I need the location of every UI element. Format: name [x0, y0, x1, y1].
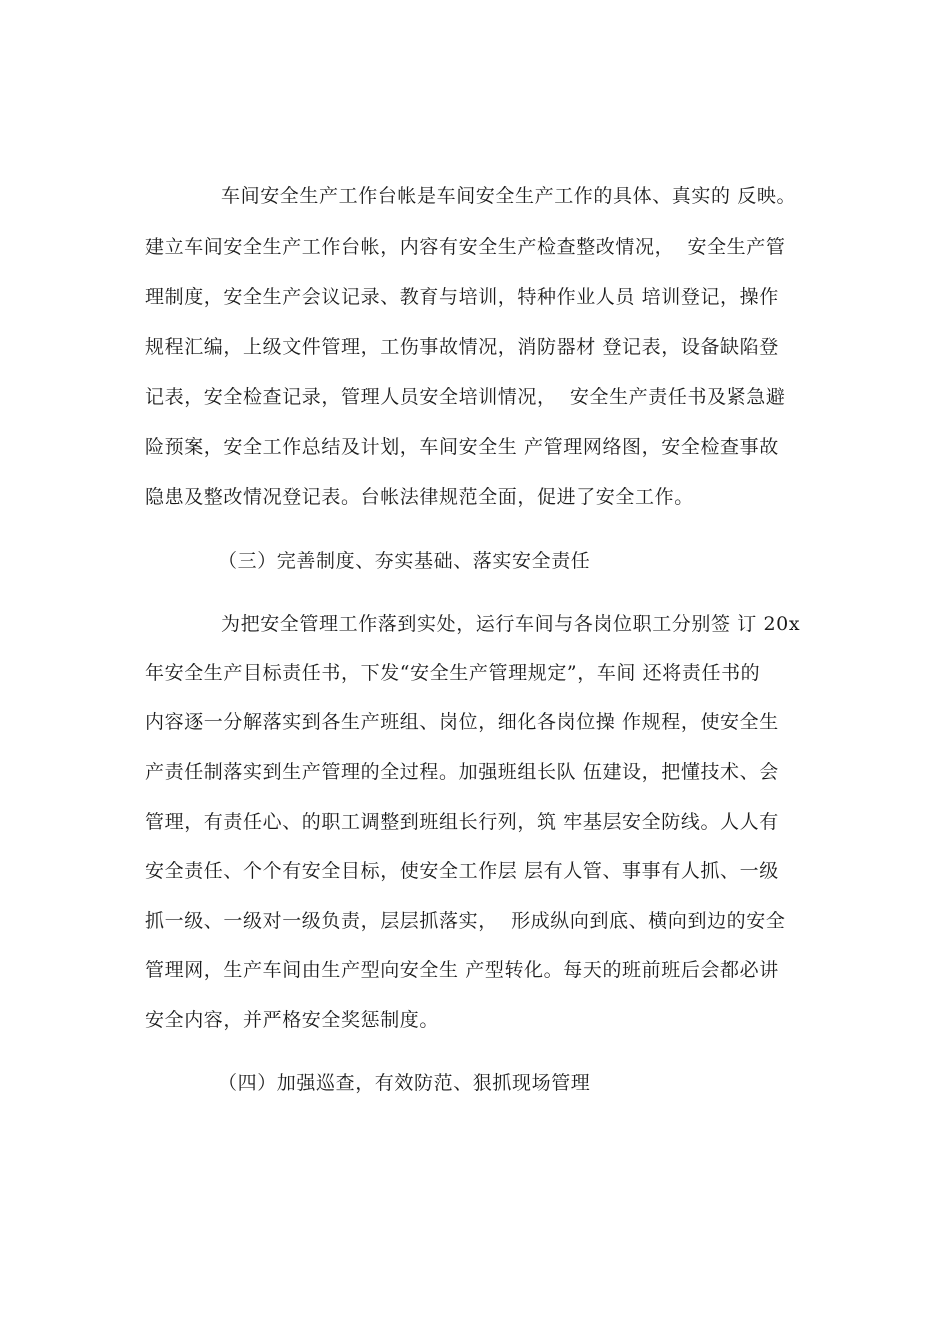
paragraph-1-line-1: 车间安全生产工作台帐是车间安全生产工作的具体、真实的 反映。 [221, 185, 797, 207]
paragraph-2-line-7: 抓一级、一级对一级负责，层层抓落实， 形成纵向到底、横向到边的安全 [145, 910, 786, 932]
paragraph-2-line-6: 安全责任、个个有安全目标，使安全工作层 层有人管、事事有人抓、一级 [145, 860, 779, 882]
section-heading-3: （三）完善制度、夯实基础、落实安全责任 [218, 550, 591, 572]
paragraph-2-line-8: 管理网，生产车间由生产型向安全生 产型转化。每天的班前班后会都必讲 [145, 959, 779, 981]
paragraph-1-line-7: 隐患及整改情况登记表。台帐法律规范全面，促进了安全工作。 [145, 486, 694, 508]
paragraph-2-line-4: 产责任制落实到生产管理的全过程。加强班组长队 伍建设，把懂技术、会 [145, 761, 779, 783]
paragraph-2-line-3: 内容逐一分解落实到各生产班组、岗位，细化各岗位操 作规程，使安全生 [145, 711, 779, 733]
paragraph-2-line-1: 为把安全管理工作落到实处，运行车间与各岗位职工分别签 订 20x [221, 613, 801, 635]
paragraph-1-line-5: 记表，安全检查记录，管理人员安全培训情况， 安全生产责任书及紧急避 [145, 386, 786, 408]
paragraph-2-line-9: 安全内容，并严格安全奖惩制度。 [145, 1009, 440, 1031]
paragraph-1-line-3: 理制度，安全生产会议记录、教育与培训，特种作业人员 培训登记，操作 [145, 286, 779, 308]
paragraph-1-line-2: 建立车间安全生产工作台帐，内容有安全生产检查整改情况， 安全生产管 [145, 236, 786, 258]
paragraph-1-line-6: 险预案，安全工作总结及计划，车间安全生 产管理网络图，安全检查事故 [145, 436, 779, 458]
paragraph-2-line-2: 年安全生产目标责任书，下发“安全生产管理规定”，车间 还将责任书的 [145, 662, 761, 684]
paragraph-2-line-5: 管理，有责任心、的职工调整到班组长行列，筑 牢基层安全防线。人人有 [145, 811, 779, 833]
paragraph-1-line-4: 规程汇编，上级文件管理，工伤事故情况，消防器材 登记表，设备缺陷登 [145, 336, 779, 358]
section-heading-4: （四）加强巡查，有效防范、狠抓现场管理 [218, 1072, 591, 1094]
